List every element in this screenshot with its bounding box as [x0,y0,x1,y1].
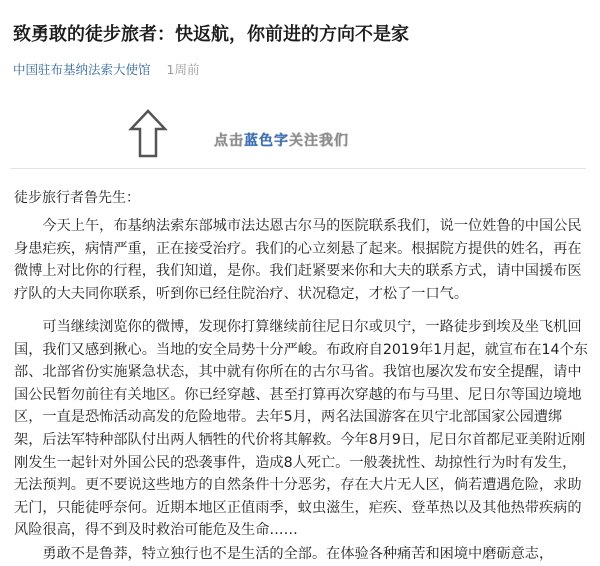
article-meta [13,60,199,78]
greeting-line: 徒步旅行者鲁先生： [14,190,140,206]
publish-time: 1周前 [166,62,200,77]
up-arrow-outline-icon [128,108,168,160]
article-title: 致勇敢的徒步旅者：快返航，你前进的方向不是家 [13,24,409,45]
follow-us-text[interactable] [214,130,349,150]
account-name-link[interactable]: 中国驻布基纳法索大使馆 [13,62,151,77]
divider [10,168,586,169]
body-paragraph-1: 今天上午，布基纳法索东部城市法达恩古尔马的医院联系我们，说一位姓鲁的中国公民身患疟疾，病情严重，正在接受治疗。我们的心立刻悬了起来。根据院方提供的姓名，再在微博上对比你的行程，我们知道，是你。我们赶紧要来你和大夫的联系方式，请中国援布医疗队的大夫同你联系，听到你已经住院治疗、状况稳定，才松了一口气。 [14,218,582,302]
banner-text-highlight: 蓝色字 [244,133,289,149]
banner-text-before: 点击 [214,133,244,149]
follow-banner[interactable] [128,108,390,160]
body-paragraph-3: 勇敢不是鲁莽，特立独行也不是生活的全部。在体验各种痛苦和困境中磨砺意志， [42,546,554,562]
banner-text-after: 关注我们 [289,133,349,149]
body-paragraph-2: 可当继续浏览你的微博，发现你打算继续前往尼日尔或贝宁，一路徒步到埃及坐飞机回国，我们又感到揪心。当地的安全局势十分严峻。布政府自2019年1月起，就宣布在14个东部、北部省份实施紧急状态，其中就有你所在的古尔马省。我馆也屡次发布安全提醒，请中国公民暂勿前往有关地区。你已经穿越、甚至打算再次穿越的布与马里、尼日尔等国边境地区，一直是恐怖活动高发的危险地带。去年5月，两名法国游客在贝宁北部国家公园遭绑架，后法军特种部队付出两人牺牲的代价将其解救。今年8月9日，尼日尔首都尼亚美附近刚刚发生一起针对外国公民的恐袭事件，造成8人死亡。一般袭扰性、劫掠性行为时有发生，无法预判。更不要说这些地方的自然条件十分恶劣，存在大片无人区，倘若遭遇危险，求助无门，只能徒呼奈何。近期本地区正值雨季，蚊虫滋生，疟疾、登革热以及其他热带疾病的风险很高，得不到及时救治可能危及生命…… [14,319,588,539]
